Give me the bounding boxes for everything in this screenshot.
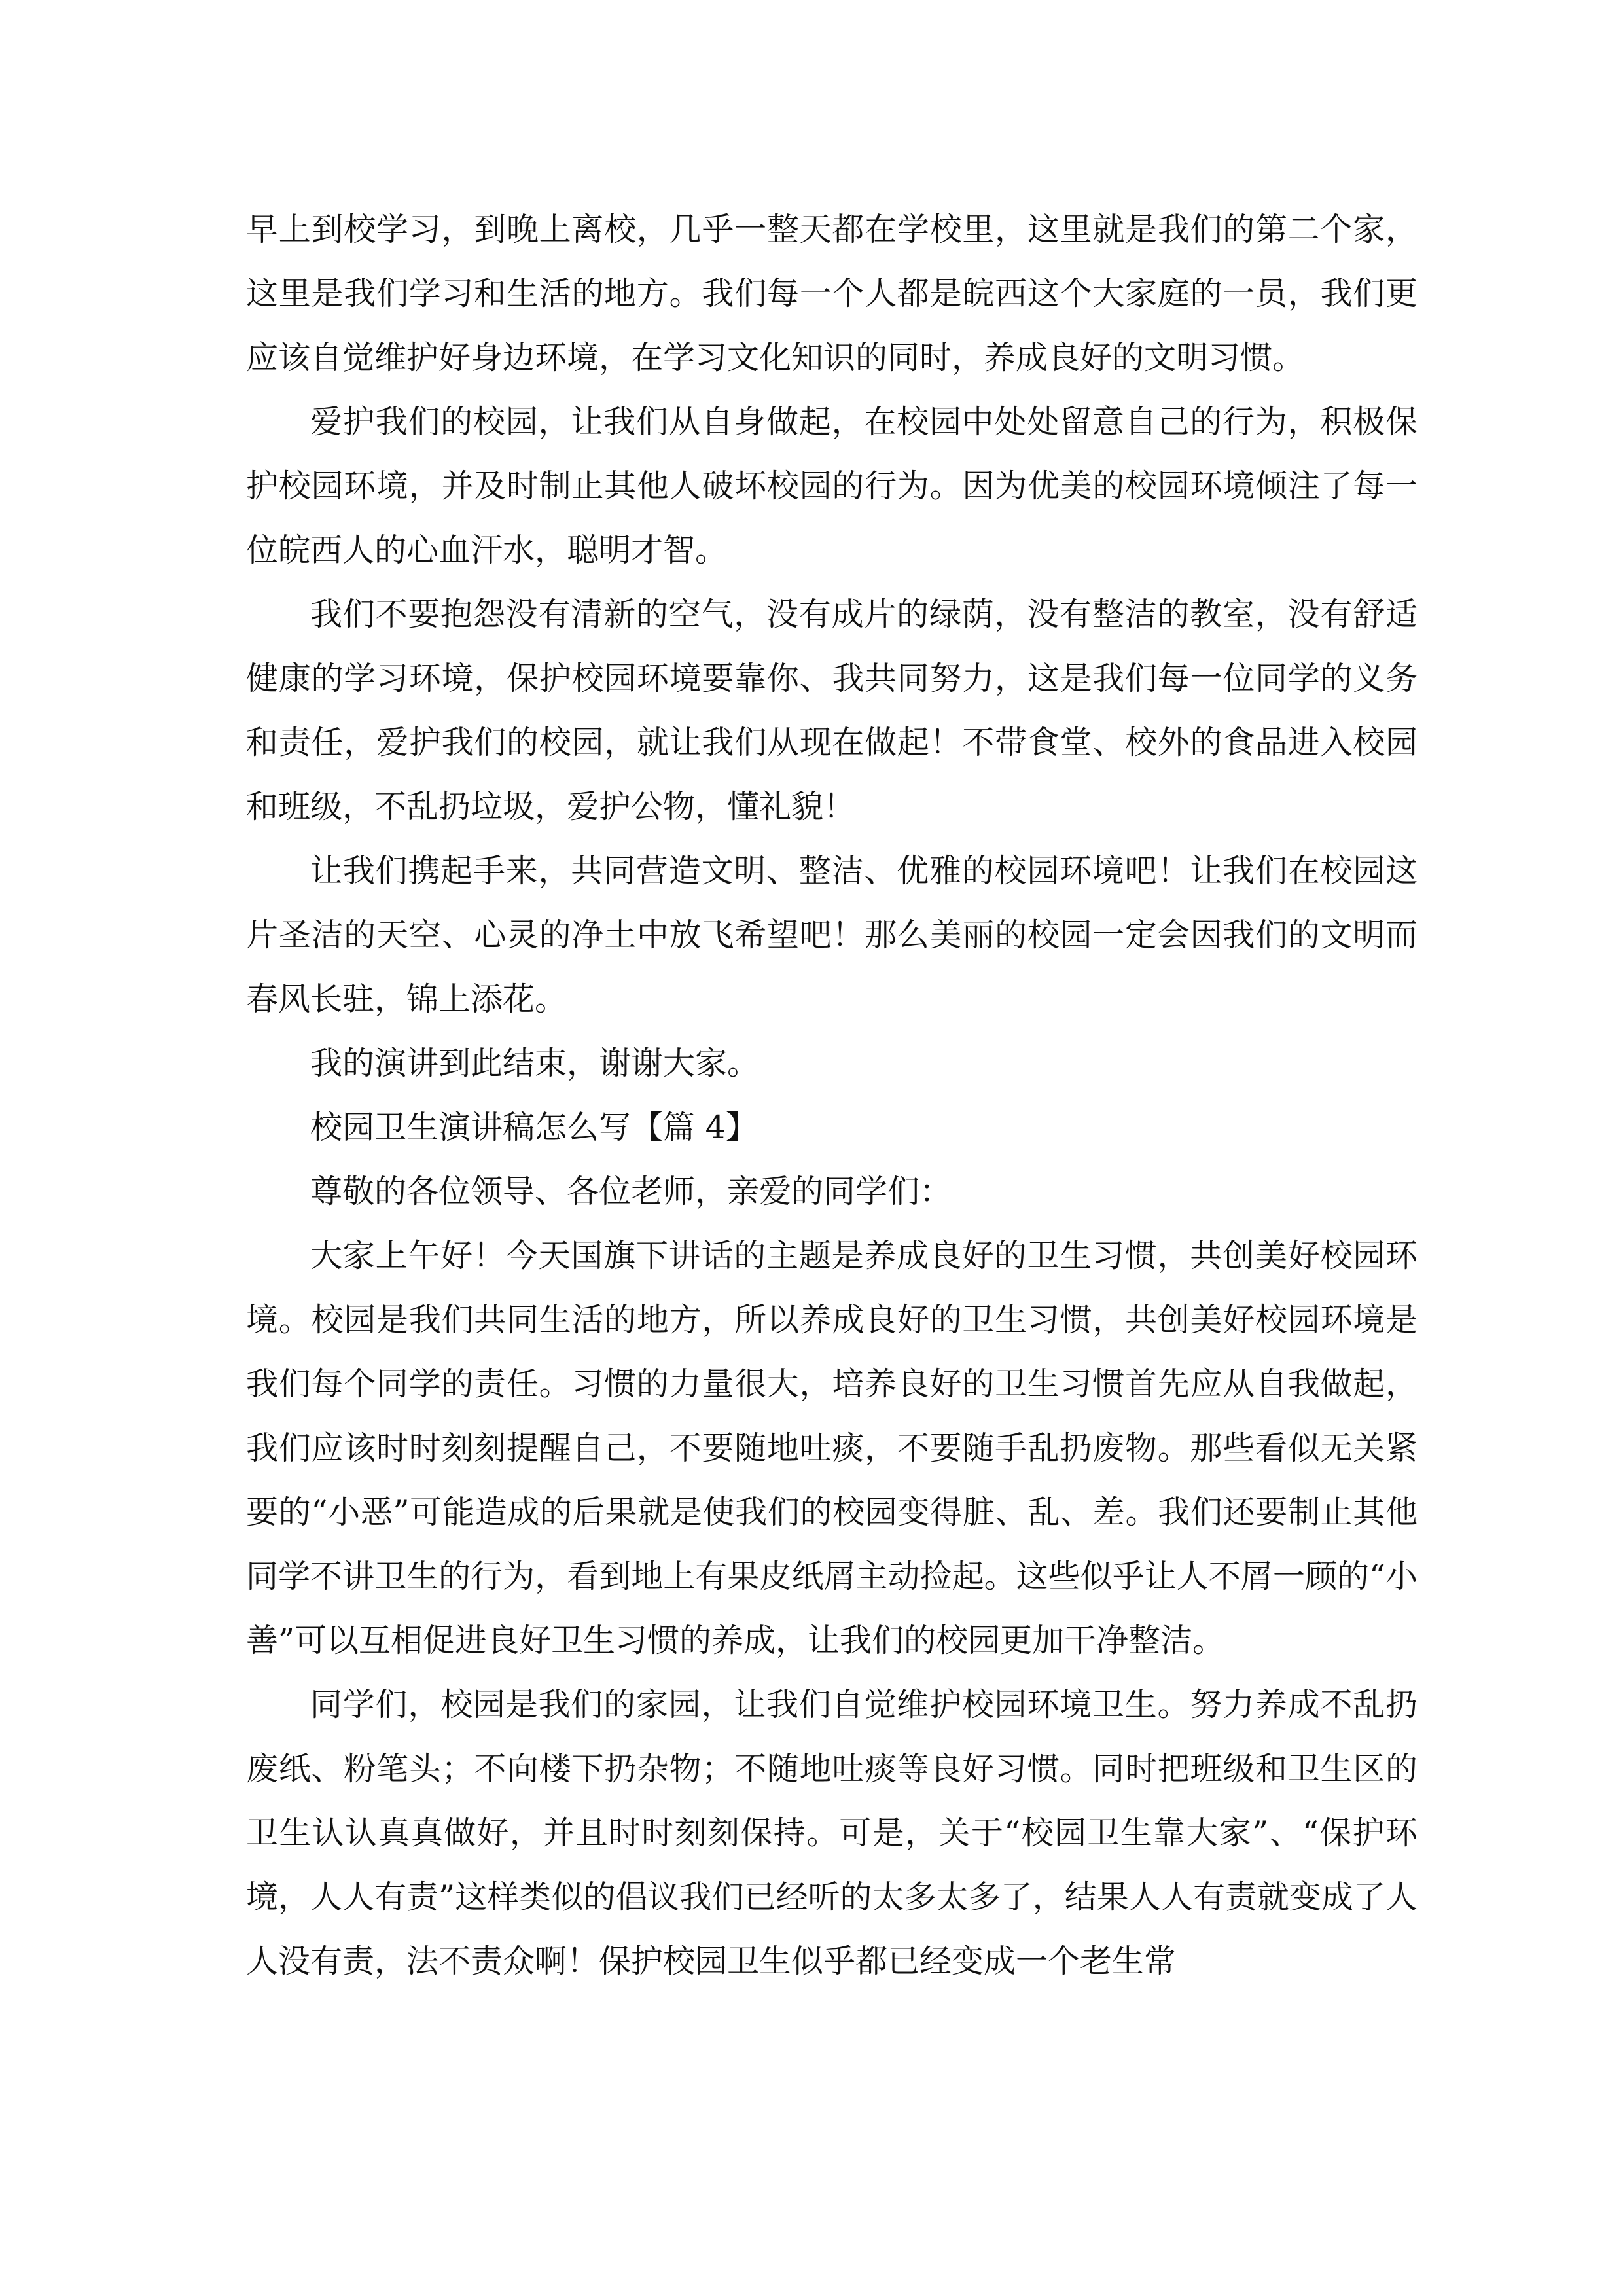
paragraph-4: 让我们携起手来，共同营造文明、整洁、优雅的校园环境吧！让我们在校园这片圣洁的天空、心灵的净土中放飞希望吧！那么美丽的校园一定会因我们的文明而春风长驻，锦上添花。 — [246, 852, 1418, 1018]
salutation: 尊敬的各位领导、各位老师，亲爱的同学们： — [310, 1173, 952, 1210]
paragraph-2: 爱护我们的校园，让我们从自身做起，在校园中处处留意自己的行为，积极保护校园环境，并及时制止其他人破坏校园的行为。因为优美的校园环境倾注了每一位皖西人的心血汗水，聪明才智。 — [246, 403, 1418, 569]
document-body — [246, 198, 1418, 1994]
paragraph-6: 同学们，校园是我们的家园，让我们自觉维护校园环境卫生。努力养成不乱扔废纸、粉笔头；不向楼下扔杂物；不随地吐痰等良好习惯。同时把班级和卫生区的卫生认认真真做好，并且时时刻刻保持。可是，关于“校园卫生靠大家”、“保护环境，人人有责”这样类似的倡议我们已经听的太多太多了，结果人人有责就变成了人人没有责，法不责众啊！保护校园卫生似乎都已经变成一个老生常 — [246, 1686, 1418, 1980]
paragraph-3: 我们不要抱怨没有清新的空气，没有成片的绿荫，没有整洁的教室，没有舒适健康的学习环境，保护校园环境要靠你、我共同努力，这是我们每一位同学的义务和责任，爱护我们的校园，就让我们从现在做起！不带食堂、校外的食品进入校园和班级，不乱扔垃圾，爱护公物，懂礼貌！ — [246, 596, 1418, 825]
paragraph-1: 早上到校学习，到晚上离校，几乎一整天都在学校里，这里就是我们的第二个家，这里是我们学习和生活的地方。我们每一个人都是皖西这个大家庭的一员，我们更应该自觉维护好身边环境，在学习文化知识的同时，养成良好的文明习惯。 — [246, 211, 1418, 376]
paragraph-closing: 我的演讲到此结束，谢谢大家。 — [310, 1045, 760, 1082]
section-heading: 校园卫生演讲稿怎么写【篇 4】 — [310, 1109, 758, 1146]
paragraph-5: 大家上午好！今天国旗下讲话的主题是养成良好的卫生习惯，共创美好校园环境。校园是我们共同生活的地方，所以养成良好的卫生习惯，共创美好校园环境是我们每个同学的责任。习惯的力量很大，培养良好的卫生习惯首先应从自我做起，我们应该时时刻刻提醒自己，不要随地吐痰，不要随手乱扔废物。那些看似无关紧要的“小恶”可能造成的后果就是使我们的校园变得脏、乱、差。我们还要制止其他同学不讲卫生的行为，看到地上有果皮纸屑主动捡起。这些似乎让人不屑一顾的“小善”可以互相促进良好卫生习惯的养成，让我们的校园更加干净整洁。 — [246, 1237, 1418, 1659]
